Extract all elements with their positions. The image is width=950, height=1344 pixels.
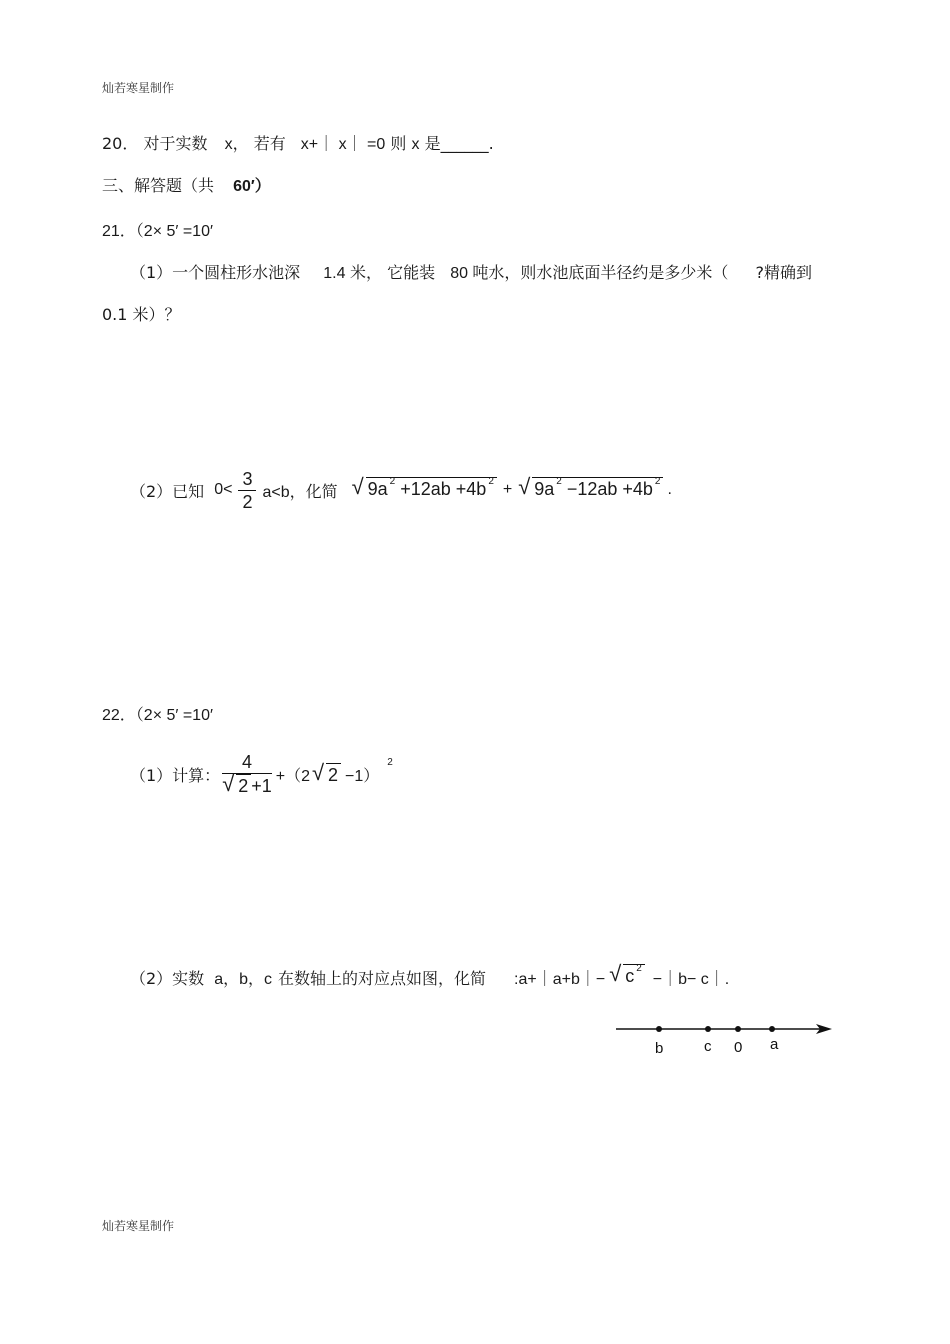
q22-p1-tail: −1）: [345, 767, 380, 785]
q22-p2-text: 在数轴上的对应点如图，化简: [278, 968, 487, 988]
q21-p2-period: .: [667, 481, 672, 498]
denominator-term: +1: [251, 776, 272, 796]
question-21-header: 21．（2× 5′ =10′: [102, 223, 213, 240]
q21-p2-fraction: [238, 468, 256, 513]
q21-p2-plus: +: [502, 481, 513, 498]
radicand-term: 2: [326, 763, 341, 786]
q22-part2: [130, 962, 729, 992]
sqrt-icon: √: [518, 473, 531, 499]
q21-p2-radical-1: [351, 473, 497, 504]
q20-blank: 是______.: [424, 134, 494, 153]
exponent: 2: [636, 962, 642, 974]
label-b: b: [655, 1040, 664, 1057]
footer-watermark: 灿若寒星制作: [102, 1219, 175, 1233]
q22-p1-plus-paren: +（2: [275, 767, 310, 785]
q20-expression: x+｜ x｜ =0: [300, 136, 386, 153]
question-22-header: 22．（2× 5′ =10′: [102, 707, 213, 724]
q22-p1-exponent: 2: [387, 756, 393, 768]
exponent: 2: [556, 475, 562, 487]
exponent: 2: [654, 475, 661, 487]
q20-number: 20．: [102, 134, 139, 153]
q20-text-b: 若有: [253, 134, 286, 153]
number-line: [612, 1016, 838, 1062]
q21-p2-lead: （2）已知: [130, 481, 205, 501]
q22-p1-sqrt: [311, 759, 341, 786]
exponent: 2: [488, 475, 494, 487]
q21-part2: [130, 465, 672, 515]
q22-p1-lead: （1）计算：: [130, 765, 221, 785]
q21-p2-radical-2: [518, 473, 663, 504]
fraction-denominator: [222, 771, 272, 797]
q21-p2-zero: 0<: [214, 481, 233, 498]
radicand-term: 9a: [534, 478, 555, 499]
q21-p1-volume: 80 吨水，则水池底面半径约是多少米（: [450, 265, 729, 282]
q22-part1: [130, 747, 393, 801]
sqrt-icon: √: [351, 473, 364, 499]
radicand-term: +12ab +4b: [400, 478, 487, 499]
q22-p1-fraction: [222, 751, 272, 797]
q21-part1-line2: 0.1 米）？: [102, 305, 181, 324]
radicand-term: c: [625, 965, 635, 986]
q22-p2-lead: （2）实数: [130, 968, 205, 988]
header-watermark: 灿若寒星制作: [102, 81, 175, 95]
exponent: 2: [389, 475, 396, 487]
q22-p2-expr-a: :a+｜a+b｜−: [514, 970, 606, 988]
point-c: [705, 1026, 711, 1032]
sqrt-icon: √: [222, 771, 235, 796]
label-a: a: [770, 1036, 779, 1053]
section-3-label: 三、解答题（共: [102, 176, 215, 195]
sqrt-icon: √: [609, 960, 622, 986]
point-b: [656, 1026, 662, 1032]
radicand-term: −12ab +4b: [566, 478, 653, 499]
radicand-term: 2: [236, 774, 251, 797]
sqrt-2: [222, 771, 251, 797]
q21-p1-text-b: 它能装: [387, 263, 436, 282]
radicand-term: 9a: [367, 478, 388, 499]
q22-p2-sqrt: [609, 960, 645, 991]
question-20: [102, 131, 494, 154]
q22-p2-vars: a，b，c: [214, 970, 272, 988]
point-a: [769, 1026, 775, 1032]
label-zero: 0: [734, 1039, 743, 1056]
q21-p1-depth: 1.4 米，: [323, 265, 382, 282]
q20-var-2: x: [411, 136, 420, 153]
q20-text-c: 则: [390, 134, 407, 153]
q21-p1-precision: ?精确到: [755, 263, 813, 282]
q20-var: x，: [224, 136, 249, 153]
point-zero: [735, 1026, 741, 1032]
fraction-denominator: 2: [242, 491, 253, 512]
fraction-numerator: 4: [222, 751, 272, 774]
sqrt-icon: √: [311, 759, 325, 785]
q21-part1-line1: [130, 260, 812, 283]
q22-p2-expr-b: −｜b− c｜.: [652, 970, 730, 988]
q21-p2-condition: a<b，化简: [262, 483, 338, 501]
section-3-title: [102, 173, 271, 196]
section-3-points: 60′）: [233, 178, 271, 195]
label-c: c: [704, 1038, 712, 1055]
q20-text: 对于实数: [143, 134, 208, 153]
fraction-numerator: 3: [238, 468, 256, 491]
q21-p1-text: （1）一个圆柱形水池深: [130, 263, 301, 282]
